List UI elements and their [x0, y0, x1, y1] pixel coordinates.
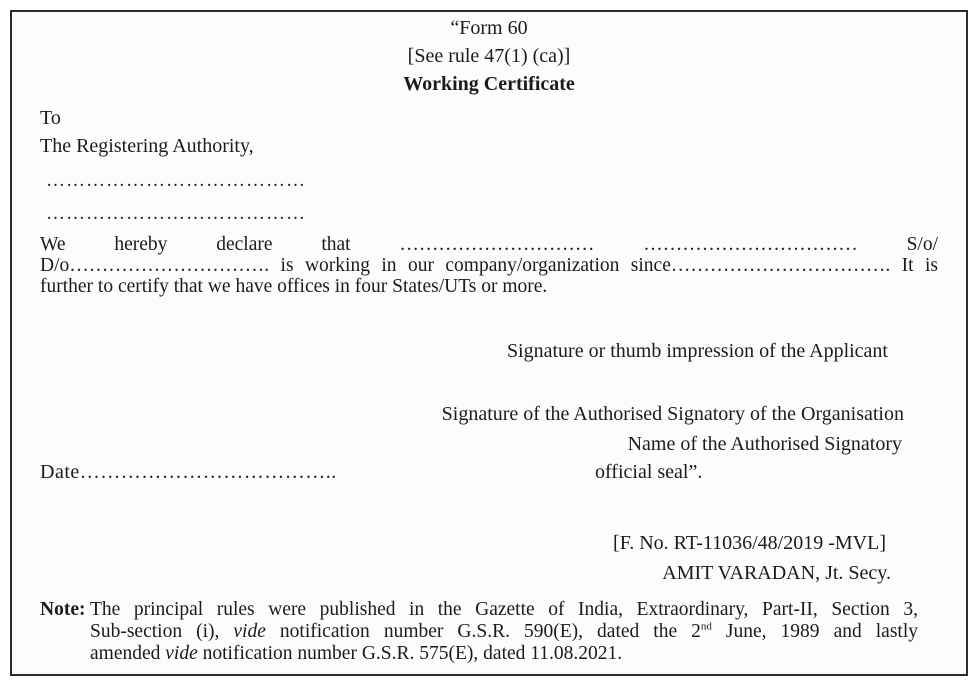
note-line-3: [90, 643, 918, 665]
address-blank-line-2: …………………………………: [46, 203, 306, 224]
signatory-name: AMIT VARADAN, Jt. Secy.: [662, 562, 891, 584]
declaration-word: declare: [216, 234, 273, 255]
file-number: [F. No. RT-11036/48/2019 -MVL]: [613, 532, 886, 554]
note-segment: June, 1989 and lastly: [711, 621, 918, 642]
note-line-1: The principal rules were published in the Gazette of India, Extraordinary, Part-II, Section 3,: [90, 599, 918, 620]
declaration-line-3: further to certify that we have offices in four States/UTs or more.: [40, 276, 548, 297]
applicant-signature-label: Signature or thumb impression of the Applicant: [506, 340, 888, 362]
declaration-line-1: [40, 234, 938, 255]
declaration-blank-2: ……………………………: [643, 234, 858, 255]
note-segment: notification number G.S.R. 575(E), dated 11.08.2021.: [197, 643, 623, 664]
document-title: Working Certificate: [403, 73, 575, 95]
official-seal-label: official seal”.: [595, 461, 703, 483]
note-segment: notification number G.S.R. 590(E), dated the 2: [265, 621, 701, 642]
declaration-blank-1: …………………………: [399, 234, 595, 255]
address-blank-line-1: …………………………………: [46, 170, 306, 191]
date-seal-row: [12, 462, 966, 483]
signatory-name-label: Name of the Authorised Signatory: [627, 433, 902, 455]
document-page: [10, 10, 968, 676]
addressee-authority: The Registering Authority,: [40, 135, 254, 157]
salutation: To: [40, 107, 61, 129]
note-vide-italic: vide: [165, 643, 198, 664]
note-vide-italic: vide: [233, 621, 266, 642]
note-label: Note:: [40, 599, 86, 620]
note-segment: Sub-section (i),: [90, 621, 234, 642]
declaration-word: that: [321, 234, 351, 255]
form-number: “Form 60: [450, 17, 528, 39]
declaration-word: hereby: [114, 234, 168, 255]
note-line-2: [90, 621, 918, 643]
header-block: [12, 12, 966, 98]
note-text: [90, 599, 918, 665]
declaration-word: We: [40, 234, 66, 255]
date-blank-line: Date………………………………..: [40, 461, 337, 483]
declaration-paragraph: [12, 234, 966, 297]
note-block: [12, 599, 966, 665]
declaration-line-2: D/o…………………………. is working in our company/organization since……………………………. It is: [40, 255, 938, 276]
note-segment: amended: [90, 643, 166, 664]
declaration-word: S/o/: [906, 234, 939, 255]
rule-reference: [See rule 47(1) (ca)]: [407, 45, 571, 67]
authorised-signatory-label: Signature of the Authorised Signatory of the Organisation: [441, 403, 904, 425]
note-superscript: nd: [700, 620, 712, 633]
